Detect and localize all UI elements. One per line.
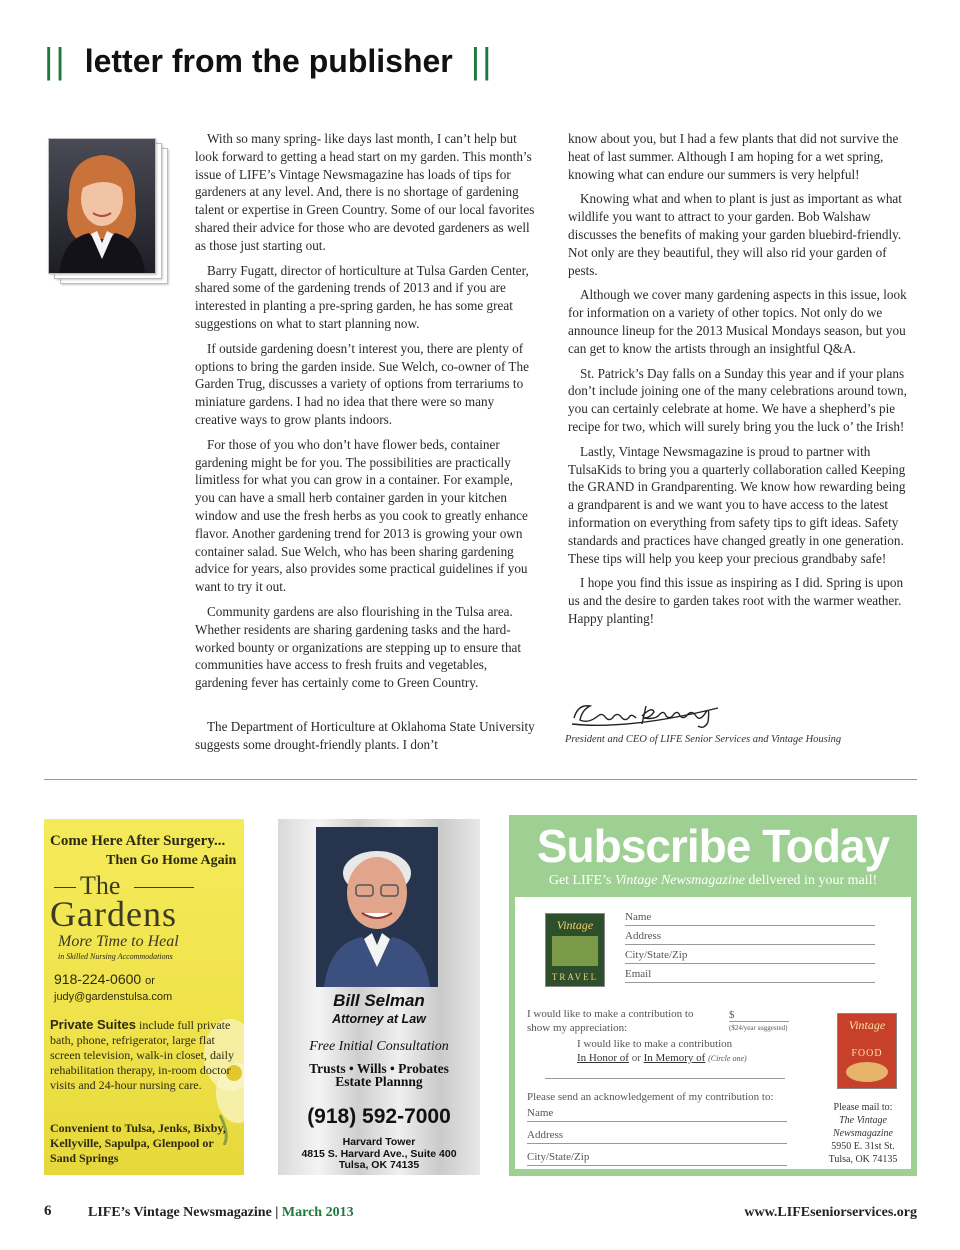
ad-gardens-phone: 918-224-0600 [54,971,142,987]
publication-line [88,1205,354,1221]
letter-column-right [568,130,914,635]
attorney-address [278,1137,480,1172]
letter-paragraph: For those of you who don’t have flower beds, container gardening might be for you. The possibilities are practically limitless for what you can grow in a container. For example, you can have a small herb container garden in your kitchen window and use the fresh herbs as you cook to greatly enhance flavor. Another gardening trend for 2013 is growing your own container salad. Sue Welch, who has been sharing gardening advice for years, also provides some practical guidelines if you want to try it out. [195,436,528,595]
page-header [44,38,493,84]
letter-paragraph: Community gardens are also flourishing in the Tulsa area. Whether residents are sharing gardening tasks and the hard-worked bounty or organizations are stepping up to ensure that communities have access to fresh fruits and vegetables, gardening fever has certainly come to Green Country. [195,603,522,691]
publisher-photo [48,138,168,288]
subscribe-subline [509,873,917,889]
ad-gardens-suites-text: include full private bath, phone, refrigerator, large flat screen television, walk-in closet, daily rehabilitation therapy, in-room doctor visits and 24-hour nursing care. [50,1018,234,1092]
decorative-rule [134,887,194,888]
ad-gardens-phone-line [54,971,155,987]
letter-paragraph: Barry Fugatt, director of horticulture at Tulsa Garden Center, shared some of the gardening trends of 2013 and if you are interested in planting a pre-spring garden, he has some great suggestions on what to start planning now. [195,262,529,331]
subscribe-sub-post: delivered in your mail! [744,873,878,888]
ack-city-label: City/State/Zip [527,1151,593,1163]
section-divider [44,779,917,780]
email-field-label: Email [625,968,655,980]
mag-cover-image [552,936,598,966]
ad-gardens-line1: Come Here After Surgery... [50,833,226,849]
ad-gardens-the: The [80,871,121,900]
attorney-photo [316,827,438,987]
attorney-address-line3: Tulsa, OK 74135 [338,1159,420,1171]
ad-gardens-name: Gardens [50,894,177,934]
letter-paragraph: I hope you find this issue as inspiring as I did. Spring is upon us and the desire to garden takes root with the warmer weather. Happy planting! [568,575,904,626]
contribution-amount-field[interactable] [729,1009,789,1022]
email-field[interactable] [625,968,875,983]
mag-cover-label: TRAVEL [551,972,599,982]
website-link[interactable]: www.LIFEseniorservices.org [744,1205,917,1220]
subscribe-headline: Subscribe Today [536,820,890,872]
ack-address-label: Address [527,1129,567,1141]
address-field-label: Address [625,930,665,942]
letter-paragraph: Although we cover many gardening aspects in this issue, look for information on a variety of other topics. Not only do we announce lineup for the 2013 Musical Mondays season, but you can get to know the artists through an insightful Q&A. [568,287,907,356]
city-field-label: City/State/Zip [625,949,691,961]
publisher-signature [568,696,728,732]
signature-caption: President and CEO of LIFE Senior Services and Vintage Housing [565,734,842,745]
attorney-phone[interactable]: (918) 592-7000 [307,1105,451,1128]
mail-address-line1: 5950 E. 31st St. [831,1141,895,1152]
attorney-services-line2: Estate Plannng [335,1074,423,1089]
publisher-portrait [48,138,156,274]
honor-options [577,1051,747,1066]
mailing-address [815,1101,911,1166]
ack-name-label: Name [527,1107,557,1119]
page-title: letter from the publisher [84,42,453,79]
acknowledgement-text: Please send an acknowledgement of my contribution to: [527,1091,774,1103]
letter-column-left [195,130,535,761]
magazine-cover-travel [545,913,605,987]
attorney-consultation: Free Initial Consultation [309,1039,449,1054]
mag-cover-title: Vintage [848,1018,886,1032]
attorney-name: Bill Selman [333,991,425,1010]
letter-paragraph: Knowing what and when to plant is just as important as what wildlife you want to attract to your garden. Bob Walshaw discusses the benefits of making your garden bluebird-friendly. Not only are they beautiful, they will also rid your garden of pests. [568,191,902,278]
name-field-label: Name [625,911,655,923]
honor-or: or [631,1052,641,1064]
ack-address-field[interactable] [527,1129,787,1144]
city-state-zip-field[interactable] [625,949,875,964]
attorney-address-line2: 4815 S. Harvard Ave., Suite 400 [301,1147,457,1160]
attorney-address-line1: Harvard Tower [342,1136,416,1148]
letter-paragraph: With so many spring- like days last month, I can’t help but look forward to getting a head start on my garden. This month’s issue of LIFE’s Vintage Newsmagazine has loads of tips for gardeners at any level. And, there is no shortage of gardening talent or expertise in Green Country. Some of our local favorites shared their advice for those who are devoted gardeners as well as those just starting out. [195,131,535,253]
ad-gardens-convenient: Convenient to Tulsa, Jenks, Bixby, Kellyville, Sapulpa, Glenpool or Sand Springs [50,1121,226,1165]
publication-name: LIFE’s Vintage Newsmagazine | [88,1205,279,1220]
attorney-services-line1: Trusts • Wills • Probates [309,1061,449,1076]
attorney-services [278,1062,480,1088]
ad-gardens-or: or [145,975,155,987]
header-bars-left: || [44,40,67,81]
honor-option[interactable]: In Honor of [577,1052,629,1064]
ack-city-field[interactable] [527,1151,787,1166]
letter-paragraph: The Department of Horticulture at Oklahoma State University suggests some drought-friendly plants. I don’t [195,718,535,752]
letter-paragraph: If outside gardening doesn’t interest you, there are plenty of options to bring the garden inside. Sue Welch, co-owner of The Garden Trug, discusses a variety of options from terrariums to miniature gardens. I had no idea that there were so many creative ways to grow plants indoors. [195,340,529,427]
mail-name-line1: The Vintage [839,1115,887,1126]
mag-cover-title: Vintage [556,918,594,932]
circle-one-note: (Circle one) [708,1054,747,1063]
mail-name-line2: Newsmagazine [833,1128,893,1139]
subscribe-sub-pre: Get LIFE’s [548,873,615,888]
address-field[interactable] [625,930,875,945]
name-field[interactable] [625,911,875,926]
mail-address-line2: Tulsa, OK 74135 [828,1154,898,1165]
mag-cover-image [846,1062,888,1082]
suggested-amount: ($24/year suggested) [729,1024,788,1032]
ad-gardens-suites [50,1017,244,1093]
memory-option[interactable]: In Memory of [643,1052,706,1064]
letter-paragraph: Lastly, Vintage Newsmagazine is proud to partner with TulsaKids to bring you a quarterly collaboration called Keeping the GRAND in Grandparenting. We know how rewarding being a grandparent is and we want you to have access to the latest information on everything from safety tips to gift ideas. Safety standards and practices have changed greatly in one generation. These tips will help you keep your precious grandbaby safe! [568,443,906,566]
ad-gardens-line2: Then Go Home Again [106,853,237,868]
mag-cover-label: FOOD [851,1048,883,1059]
decorative-rule [54,887,76,888]
dollar-sign: $ [729,1009,735,1021]
letter-paragraph: know about you, but I had a few plants that did not survive the heat of last summer. Although I am hoping for a wet spring, knowing what can endure our summers is very helpful! [568,131,899,182]
ad-gardens-tagline: More Time to Heal [58,933,179,950]
ad-gardens-email[interactable]: judy@gardenstulsa.com [54,991,173,1003]
honor-memory-block [577,1037,747,1066]
page-footer [44,1203,917,1225]
header-bars-right: || [470,40,494,81]
ad-the-gardens[interactable] [44,819,244,1175]
mail-to-label: Please mail to: [833,1102,893,1113]
issue-date: March 2013 [281,1205,354,1220]
contribution-text: I would like to make a contribution to show my appreciation: [527,1008,694,1034]
attorney-title: Attorney at Law [332,1012,426,1026]
ad-gardens-suites-bold: Private Suites [50,1017,136,1032]
honor-line: I would like to make a contribution [577,1038,733,1050]
magazine-cover-food [837,1013,897,1089]
ad-gardens-subtag: in Skilled Nursing Accommodations [58,952,173,961]
ack-name-field[interactable] [527,1107,787,1122]
ad-subscribe[interactable] [509,815,917,1176]
letter-paragraph: St. Patrick’s Day falls on a Sunday this year and if your plans don’t include joining one of the many celebrations around town, you can certainly celebrate at home. We have a shepherd’s pie recipe for two, which will surely bring you the luck o’ the Irish! [568,365,907,434]
subscribe-form [515,897,911,1169]
honoree-name-line[interactable] [545,1077,785,1079]
page-number: 6 [44,1203,52,1219]
ad-attorney[interactable] [278,819,480,1175]
subscribe-sub-magazine: Vintage Newsmagazine [614,873,745,888]
